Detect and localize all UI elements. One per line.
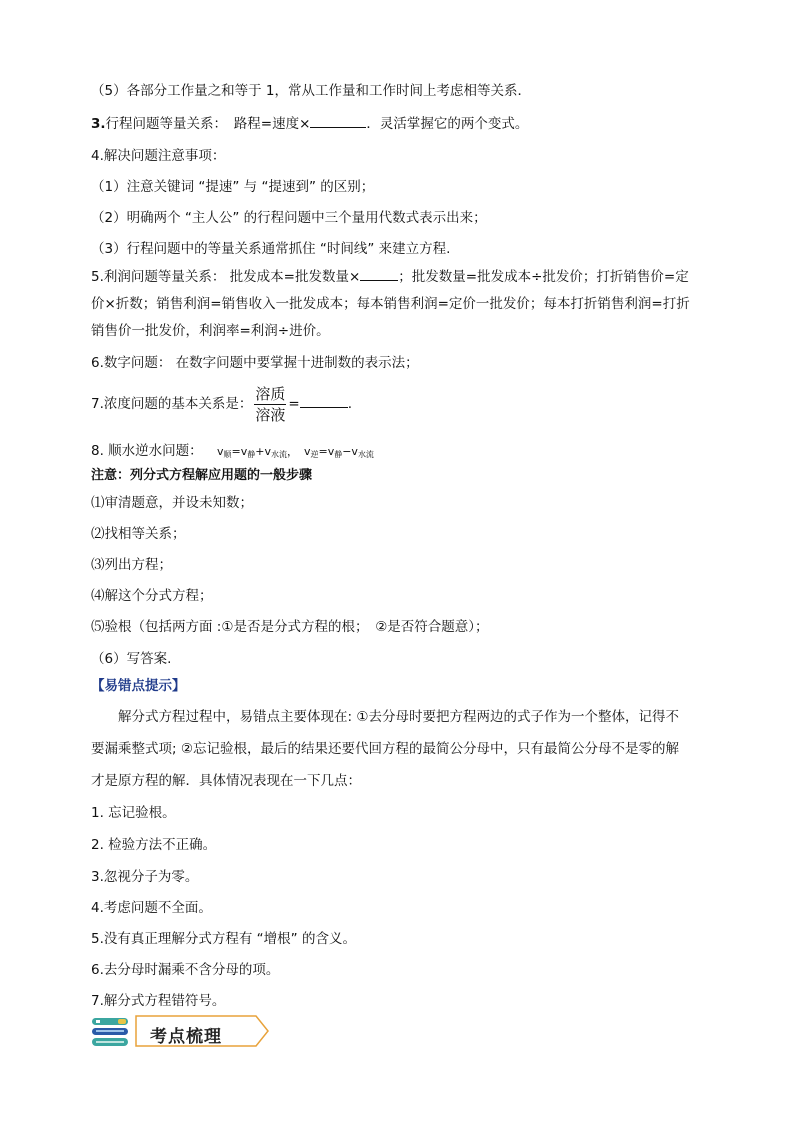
text-line: 6.数字问题： 在数字问题中要掌握十进制数的表示法；: [91, 355, 419, 371]
text-line: ⑴审清题意，并设未知数；: [91, 495, 253, 511]
text-segment: .: [347, 396, 353, 412]
text-line: （5）各部分工作量之和等于 1，常从工作量和工作时间上考虑相等关系．: [91, 83, 531, 99]
text-line: 解分式方程过程中，易错点主要体现在: ①去分母时要把方程两边的式子作为一个整体，记得不: [91, 709, 679, 725]
text-line: 2. 检验方法不正确。: [91, 837, 217, 853]
text-line: 4.考虑问题不全面。: [91, 900, 212, 916]
text-segment: ．灵活掌握它的两个变式。: [366, 116, 529, 132]
text-line: ⑵找相等关系；: [91, 526, 186, 542]
equals-sign: =: [288, 396, 300, 412]
fill-blank: [360, 268, 398, 281]
text-segment: 8. 顺水逆水问题：: [91, 443, 203, 459]
text-segment: 5.利润问题等量关系： 批发成本=批发数量×: [91, 269, 361, 285]
fill-blank: [300, 395, 348, 408]
fraction-numerator: 溶质: [255, 384, 286, 403]
formula-upstream: $v_逆=v_静-v_{水流}$: [303, 445, 374, 459]
fraction-denominator: 溶液: [255, 405, 286, 424]
text-line: [91, 268, 689, 286]
section-banner: [90, 1013, 280, 1053]
text-segment: ；批发数量=批发成本÷批发价；打折销售价=定: [398, 269, 689, 285]
text-line: [91, 115, 528, 133]
formula-separator: ，: [286, 445, 298, 458]
text-line: （3）行程问题中的等量关系通常抓住 “时间线” 来建立方程.: [91, 241, 451, 257]
text-line: 1. 忘记验根。: [91, 805, 176, 821]
text-line: ⑶列出方程；: [91, 557, 172, 573]
text-line: 7.解分式方程错符号。: [91, 993, 226, 1009]
section-heading: 【易错点提示】: [91, 678, 186, 694]
text-segment: 7.浓度问题的基本关系是：: [91, 396, 253, 412]
fill-blank: [310, 115, 366, 128]
banner-title: 考点梳理: [150, 1027, 222, 1047]
note-heading: 注意：列分式方程解应用题的一般步骤: [91, 468, 313, 483]
text-line: [91, 442, 374, 464]
text-line: （6）写答案.: [91, 651, 172, 667]
text-segment: 行程问题等量关系： 路程=速度×: [105, 116, 311, 132]
text-line: 3.忽视分子为零。: [91, 869, 199, 885]
text-line: ⑷解这个分式方程；: [91, 588, 213, 604]
text-line: 才是原方程的解．具体情况表现在一下几点：: [91, 773, 361, 789]
text-line: [91, 384, 352, 424]
text-line: 6.去分母时漏乘不含分母的项。: [91, 962, 280, 978]
item-number: 3.: [91, 116, 106, 132]
text-line: 价×折数；销售利润=销售收入一批发成本；每本销售利润=定价一批发价；每本打折销售利润=打折: [91, 296, 690, 312]
text-line: （1）注意关键词 “提速” 与 “提速到” 的区别；: [91, 179, 375, 195]
text-line: 要漏乘整式项; ②忘记验根，最后的结果还要代回方程的最简公分母中，只有最简公分母不是零的解: [91, 741, 679, 757]
text-line: 销售价一批发价，利润率=利润÷进价。: [91, 323, 330, 339]
text-line: 4.解决问题注意事项：: [91, 148, 226, 164]
text-line: （2）明确两个 “主人公” 的行程问题中三个量用代数式表示出来；: [91, 210, 487, 226]
text-line: ⑸验根（包括两方面 :①是否是分式方程的根； ②是否符合题意）；: [91, 619, 489, 635]
text-line: 5.没有真正理解分式方程有 “增根” 的含义。: [91, 931, 356, 947]
fraction: [254, 385, 286, 424]
formula-downstream: $v_顺=v_静+v_{水流}$: [216, 445, 287, 459]
